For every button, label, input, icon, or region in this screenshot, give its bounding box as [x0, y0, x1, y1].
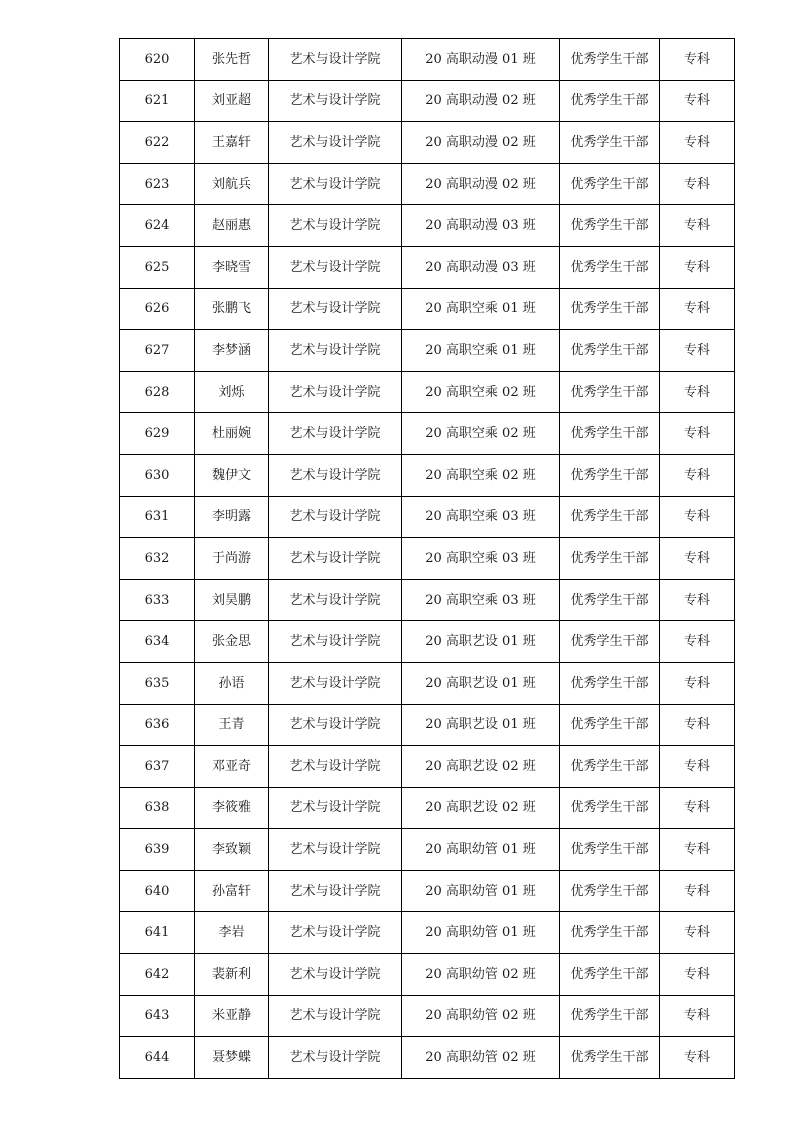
class-cell: 20 高职空乘 02 班	[402, 371, 560, 413]
level-cell: 专科	[660, 787, 735, 829]
award-cell: 优秀学生干部	[560, 870, 660, 912]
award-cell: 优秀学生干部	[560, 330, 660, 372]
class-cell: 20 高职空乘 01 班	[402, 330, 560, 372]
level-cell: 专科	[660, 912, 735, 954]
class-cell: 20 高职空乘 03 班	[402, 496, 560, 538]
student-name-cell: 孙富轩	[195, 870, 269, 912]
college-cell: 艺术与设计学院	[269, 538, 402, 580]
class-cell: 20 高职幼管 01 班	[402, 870, 560, 912]
student-name-cell: 魏伊文	[195, 454, 269, 496]
class-cell: 20 高职空乘 02 班	[402, 413, 560, 455]
row-number-cell: 621	[120, 80, 195, 122]
award-cell: 优秀学生干部	[560, 1037, 660, 1079]
college-cell: 艺术与设计学院	[269, 662, 402, 704]
table-row	[120, 163, 735, 205]
college-cell: 艺术与设计学院	[269, 746, 402, 788]
award-list-table	[119, 38, 735, 1079]
table-row	[120, 80, 735, 122]
row-number-cell: 625	[120, 246, 195, 288]
student-name-cell: 王青	[195, 704, 269, 746]
award-cell: 优秀学生干部	[560, 371, 660, 413]
table-row	[120, 1037, 735, 1079]
class-cell: 20 高职幼管 02 班	[402, 995, 560, 1037]
class-cell: 20 高职幼管 01 班	[402, 829, 560, 871]
award-cell: 优秀学生干部	[560, 413, 660, 455]
college-cell: 艺术与设计学院	[269, 205, 402, 247]
row-number-cell: 642	[120, 954, 195, 996]
level-cell: 专科	[660, 205, 735, 247]
college-cell: 艺术与设计学院	[269, 912, 402, 954]
student-name-cell: 李筱雅	[195, 787, 269, 829]
award-cell: 优秀学生干部	[560, 954, 660, 996]
college-cell: 艺术与设计学院	[269, 496, 402, 538]
table-row	[120, 413, 735, 455]
class-cell: 20 高职动漫 02 班	[402, 163, 560, 205]
table-row	[120, 205, 735, 247]
student-name-cell: 李致颖	[195, 829, 269, 871]
row-number-cell: 634	[120, 621, 195, 663]
level-cell: 专科	[660, 1037, 735, 1079]
award-cell: 优秀学生干部	[560, 454, 660, 496]
row-number-cell: 632	[120, 538, 195, 580]
table-row	[120, 454, 735, 496]
row-number-cell: 620	[120, 39, 195, 81]
level-cell: 专科	[660, 704, 735, 746]
award-cell: 优秀学生干部	[560, 288, 660, 330]
student-name-cell: 裴新利	[195, 954, 269, 996]
level-cell: 专科	[660, 662, 735, 704]
student-name-cell: 刘烁	[195, 371, 269, 413]
level-cell: 专科	[660, 829, 735, 871]
class-cell: 20 高职空乘 03 班	[402, 538, 560, 580]
award-cell: 优秀学生干部	[560, 621, 660, 663]
college-cell: 艺术与设计学院	[269, 995, 402, 1037]
row-number-cell: 631	[120, 496, 195, 538]
row-number-cell: 622	[120, 122, 195, 164]
table-row	[120, 371, 735, 413]
row-number-cell: 639	[120, 829, 195, 871]
row-number-cell: 638	[120, 787, 195, 829]
row-number-cell: 626	[120, 288, 195, 330]
row-number-cell: 636	[120, 704, 195, 746]
class-cell: 20 高职动漫 03 班	[402, 205, 560, 247]
table-row	[120, 122, 735, 164]
table-row	[120, 496, 735, 538]
row-number-cell: 624	[120, 205, 195, 247]
award-cell: 优秀学生干部	[560, 829, 660, 871]
table-row	[120, 995, 735, 1037]
table-row	[120, 870, 735, 912]
award-cell: 优秀学生干部	[560, 80, 660, 122]
student-name-cell: 米亚静	[195, 995, 269, 1037]
class-cell: 20 高职幼管 01 班	[402, 912, 560, 954]
class-cell: 20 高职艺设 01 班	[402, 621, 560, 663]
table-row	[120, 662, 735, 704]
level-cell: 专科	[660, 995, 735, 1037]
class-cell: 20 高职幼管 02 班	[402, 954, 560, 996]
class-cell: 20 高职幼管 02 班	[402, 1037, 560, 1079]
student-name-cell: 张金思	[195, 621, 269, 663]
award-cell: 优秀学生干部	[560, 496, 660, 538]
award-cell: 优秀学生干部	[560, 704, 660, 746]
student-name-cell: 李明露	[195, 496, 269, 538]
award-cell: 优秀学生干部	[560, 995, 660, 1037]
level-cell: 专科	[660, 371, 735, 413]
level-cell: 专科	[660, 496, 735, 538]
student-name-cell: 于尚游	[195, 538, 269, 580]
table-row	[120, 330, 735, 372]
row-number-cell: 643	[120, 995, 195, 1037]
student-name-cell: 孙语	[195, 662, 269, 704]
level-cell: 专科	[660, 746, 735, 788]
college-cell: 艺术与设计学院	[269, 954, 402, 996]
class-cell: 20 高职艺设 01 班	[402, 662, 560, 704]
row-number-cell: 635	[120, 662, 195, 704]
table-row	[120, 954, 735, 996]
level-cell: 专科	[660, 621, 735, 663]
level-cell: 专科	[660, 954, 735, 996]
table-body	[120, 39, 735, 1079]
student-name-cell: 李岩	[195, 912, 269, 954]
table-row	[120, 829, 735, 871]
student-name-cell: 赵丽惠	[195, 205, 269, 247]
row-number-cell: 641	[120, 912, 195, 954]
college-cell: 艺术与设计学院	[269, 413, 402, 455]
class-cell: 20 高职动漫 02 班	[402, 80, 560, 122]
class-cell: 20 高职艺设 02 班	[402, 746, 560, 788]
row-number-cell: 630	[120, 454, 195, 496]
award-cell: 优秀学生干部	[560, 39, 660, 81]
table-row	[120, 787, 735, 829]
table-row	[120, 621, 735, 663]
student-name-cell: 杜丽婉	[195, 413, 269, 455]
row-number-cell: 633	[120, 579, 195, 621]
student-name-cell: 张先哲	[195, 39, 269, 81]
row-number-cell: 628	[120, 371, 195, 413]
class-cell: 20 高职艺设 02 班	[402, 787, 560, 829]
level-cell: 专科	[660, 246, 735, 288]
student-name-cell: 王嘉轩	[195, 122, 269, 164]
level-cell: 专科	[660, 80, 735, 122]
level-cell: 专科	[660, 579, 735, 621]
student-name-cell: 李晓雪	[195, 246, 269, 288]
college-cell: 艺术与设计学院	[269, 579, 402, 621]
level-cell: 专科	[660, 330, 735, 372]
award-cell: 优秀学生干部	[560, 538, 660, 580]
row-number-cell: 623	[120, 163, 195, 205]
college-cell: 艺术与设计学院	[269, 371, 402, 413]
class-cell: 20 高职艺设 01 班	[402, 704, 560, 746]
college-cell: 艺术与设计学院	[269, 621, 402, 663]
row-number-cell: 640	[120, 870, 195, 912]
award-cell: 优秀学生干部	[560, 163, 660, 205]
table-row	[120, 538, 735, 580]
level-cell: 专科	[660, 39, 735, 81]
award-cell: 优秀学生干部	[560, 746, 660, 788]
table-row	[120, 579, 735, 621]
student-name-cell: 张鹏飞	[195, 288, 269, 330]
student-name-cell: 刘昊鹏	[195, 579, 269, 621]
class-cell: 20 高职动漫 01 班	[402, 39, 560, 81]
college-cell: 艺术与设计学院	[269, 330, 402, 372]
college-cell: 艺术与设计学院	[269, 246, 402, 288]
student-name-cell: 李梦涵	[195, 330, 269, 372]
level-cell: 专科	[660, 122, 735, 164]
college-cell: 艺术与设计学院	[269, 829, 402, 871]
row-number-cell: 644	[120, 1037, 195, 1079]
student-name-cell: 刘航兵	[195, 163, 269, 205]
row-number-cell: 627	[120, 330, 195, 372]
table-row	[120, 39, 735, 81]
college-cell: 艺术与设计学院	[269, 122, 402, 164]
college-cell: 艺术与设计学院	[269, 704, 402, 746]
award-cell: 优秀学生干部	[560, 246, 660, 288]
college-cell: 艺术与设计学院	[269, 80, 402, 122]
college-cell: 艺术与设计学院	[269, 39, 402, 81]
level-cell: 专科	[660, 413, 735, 455]
level-cell: 专科	[660, 288, 735, 330]
college-cell: 艺术与设计学院	[269, 163, 402, 205]
row-number-cell: 629	[120, 413, 195, 455]
college-cell: 艺术与设计学院	[269, 454, 402, 496]
student-name-cell: 邓亚奇	[195, 746, 269, 788]
award-cell: 优秀学生干部	[560, 205, 660, 247]
table-row	[120, 912, 735, 954]
document-page	[119, 38, 734, 1079]
table-row	[120, 704, 735, 746]
student-name-cell: 刘亚超	[195, 80, 269, 122]
table-row	[120, 746, 735, 788]
class-cell: 20 高职空乘 03 班	[402, 579, 560, 621]
college-cell: 艺术与设计学院	[269, 288, 402, 330]
class-cell: 20 高职空乘 01 班	[402, 288, 560, 330]
college-cell: 艺术与设计学院	[269, 870, 402, 912]
level-cell: 专科	[660, 163, 735, 205]
award-cell: 优秀学生干部	[560, 122, 660, 164]
class-cell: 20 高职动漫 03 班	[402, 246, 560, 288]
award-cell: 优秀学生干部	[560, 662, 660, 704]
table-row	[120, 246, 735, 288]
table-row	[120, 288, 735, 330]
award-cell: 优秀学生干部	[560, 787, 660, 829]
level-cell: 专科	[660, 538, 735, 580]
class-cell: 20 高职动漫 02 班	[402, 122, 560, 164]
level-cell: 专科	[660, 454, 735, 496]
row-number-cell: 637	[120, 746, 195, 788]
award-cell: 优秀学生干部	[560, 912, 660, 954]
college-cell: 艺术与设计学院	[269, 787, 402, 829]
college-cell: 艺术与设计学院	[269, 1037, 402, 1079]
class-cell: 20 高职空乘 02 班	[402, 454, 560, 496]
award-cell: 优秀学生干部	[560, 579, 660, 621]
level-cell: 专科	[660, 870, 735, 912]
student-name-cell: 聂梦蝶	[195, 1037, 269, 1079]
